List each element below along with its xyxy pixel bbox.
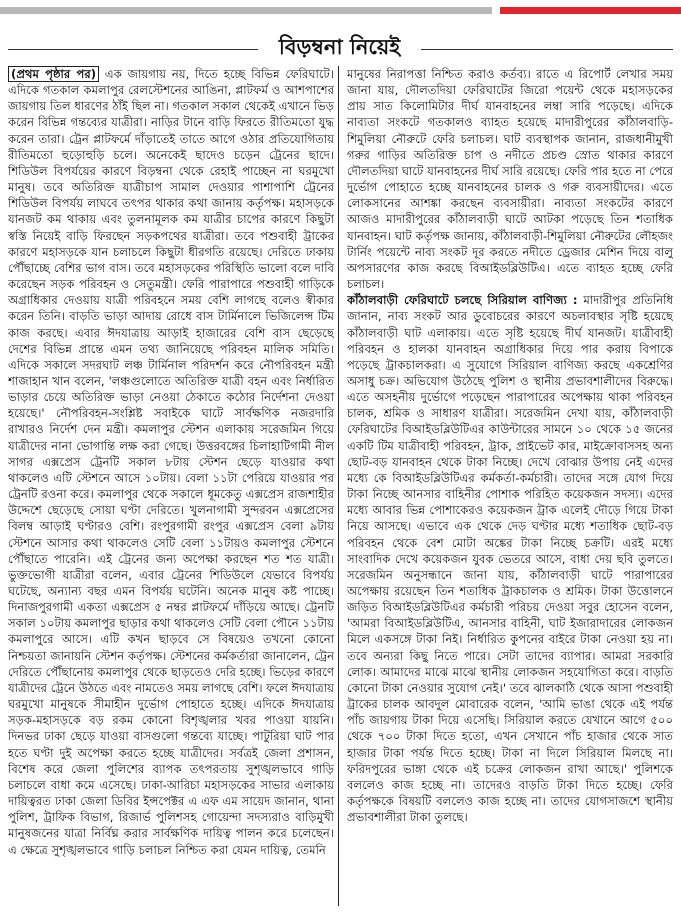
top-rule-gray <box>0 7 492 14</box>
right-column <box>347 66 673 906</box>
left-paragraph <box>8 66 334 858</box>
right-body-2: মাদারীপুর প্রতিনিধি জানান, নাব্য সংকট আর ডুবোচরের কারণে অচলাবস্থার সৃষ্টি হয়েছে কাঁঠালবাড়ী ঘাট এলাকায়। এতে সৃষ্টি হয়েছে দীর্ঘ যানজট। যাত্রীবাহী পরিবহন ও হালকা যানবাহন অগ্রাধিকার দিয়ে পার করায় বিপাকে পড়েছে ট্রাকচালকরা। এ সুযোগে সিরিয়াল বাণিজ্য করছে একশ্রেণির অসাধু চক্র। অভিযোগ উঠেছে পুলিশ ও স্থানীয় প্রভাবশালীদের বিরুদ্ধে। এতে অসহনীয় দুর্ভোগে পড়েছেন পারাপারের অপেক্ষায় থাকা পরিবহন চালক, শ্রমিক ও সাধারণ যাত্রীরা। সরেজমিন দেখা যায়, কাঁঠালবাড়ী ফেরিঘাটের বিআইডব্লিউটিএর কাউন্টারের সামনে ১০ থেকে ১৫ জনের একটি টিম যাত্রীবাহী পরিবহন, ট্রাক, প্রাইভেট কার, মাইক্রোবাসসহ অন্য ছোট-বড় যানবাহন থেকে টাকা নিচ্ছে। দেখে বোঝার উপায় নেই এদের মধ্যে কে বিআইডব্লিউটিএর কর্মকর্তা-কর্মচারী। তাদের সঙ্গে যোগ দিয়ে টাকা নিচ্ছে আনসার বাহিনীর পোশাক পরিহিত কয়েকজন সদস্য। এদের মধ্যে আবার ভিন্ন পোশাকেরও কয়েকজন ট্রাক এলেই দৌড়ে গিয়ে টাকা নিয়ে আসছে। এভাবে এক থেকে দেড় ঘণ্টার মধ্যে শতাধিক ছোট-বড় পরিবহন থেকে বেশ মোটা অঙ্কের টাকা নিচ্ছে চক্রটি। এরই মধ্যে সাংবাদিক দেখে কয়েকজন যুবক ভেতরে আসে, বাধা দেয় ছবি তুলতে। সরেজমিন অনুসন্ধানে জানা যায়, কাঁঠালবাড়ী ঘাটে পারাপারের অপেক্ষায় রয়েছেন তিন শতাধিক ট্রাকচালক ও শ্রমিক। টাকা উত্তোলনে জড়িত বিআইডব্লিউটিএর কর্মচারী পরিচয় দেওয়া সবুর হোসেন বলেন, 'আমরা বিআইডব্লিউটিএ, আনসার বাহিনী, ঘাট ইজারাদারের লোকজন মিলে একসঙ্গে টাকা নিই। নির্ধারিত কুপনের বাইরে টাকা নেওয়া হয় না। তবে অন্যরা কিছু নিতে পারে। সেটা তাদের ব্যাপার। আমরা সরকারি লোক। আমাদের মাঝে মাঝে স্থানীয় লোকজন সহযোগিতা করে। বাড়তি কোনো টাকা নেওয়ার সুযোগ নেই।' তবে ঝালকাঠি থেকে আসা পশুবাহী ট্রাকের চালক আবদুল মোবারেক বলেন, 'আমি ভাঙা থেকে এই পর্যন্ত পাঁচ জায়গায় টাকা দিয়ে এসেছি। সিরিয়াল করতে যেখানে আগে ৫০০ থেকে ৭০০ টাকা দিতে হতো, এখন সেখানে পাঁচ হাজার থেকে সাত হাজার টাকা পর্যন্ত দিতে হচ্ছে। টাকা না দিলে সিরিয়াল মিলছে না। ফরিদপুরের ভাঙ্গা থেকে এই চক্রের লোকজন রাখা আছে।' পুলিশকে বললেও কাজ হচ্ছে না। তাদেরও বাড়তি টাকা দিতে হচ্ছে। ফেরি কর্তৃপক্ষকে বিষয়টি বললেও কাজ হচ্ছে না। তাদের যোগসাজশে স্থানীয় প্রভাবশালীরা টাকা তুলছে। <box>347 293 673 825</box>
headline: বিড়ম্বনা নিয়েই <box>278 35 401 59</box>
headline-rule-right <box>421 49 673 50</box>
right-paragraph-2 <box>347 292 673 825</box>
left-body: এক জায়গায় নয়, দিতে হচ্ছে বিভিন্ন ফেরিঘাটে। এদিকে গতকাল কমলাপুর রেলস্টেশনের আঙিনা, প্লাটফর্ম ও আশপাশের জায়গায় তিল ধারণের ঠাঁই ছিল না। গতকাল সকাল থেকেই এখানে ভিড় করেন বিভিন্ন গন্তব্যের যাত্রীরা। নাড়ির টানে বাড়ি ফিরতে রীতিমতো যুদ্ধ করেন তারা। ট্রেন প্লাটফর্মে দাঁড়াতেই তাতে আগে ওঠার প্রতিযোগিতায় রীতিমতো হুড়োহুড়ি চলে। অনেকেই ছাদেও চড়েন ট্রেনের ছাদে। শিডিউল বিপর্যয়ের কারণে বিড়ম্বনা থেকে রেহাই পাচ্ছেন না ঘরমুখো মানুষ। তবে অতিরিক্ত যাত্রীচাপ সামাল দেওয়ার পাশাপাশি ট্রেনের শিডিউল বিপর্যয় লাঘবে তৎপর থাকার কথা জানায় কর্তৃপক্ষ। মহাসড়কে যানজট কম থাকায় এবং তুলনামূলক কম যাত্রীর চাপের কারণে কিছুটা স্বস্তি নিয়েই বাড়ি ফিরছেন সড়কপথের যাত্রীরা। তবে পশুবাহী ট্রাকের কারণে মহাসড়কে যান চলাচলে কিছুটা ধীরগতি রয়েছে। দেরিতে ঢাকায় পৌঁছাচ্ছে বেশির ভাগ বাস। তবে মহাসড়কের পরিস্থিতি ভালো বলে দাবি করেছেন সড়ক পরিবহন ও সেতুমন্ত্রী। ফেরি পারাপারে পশুবাহী গাড়িকে অগ্রাধিকার দেওয়ায় যাত্রী পরিবহনে সময় বেশি লাগছে বলেও স্বীকার করেন তিনি। বাড়তি ভাড়া আদায় রোধে বাস টার্মিনালে ভিজিলেন্স টিম কাজ করছে। এবার ঈদযাত্রায় আড়াই হাজারের বেশি বাস ছেড়েছে দেশের বিভিন্ন প্রান্তে এমন তথ্য জানিয়েছে পরিবহন মালিক সমিতি। এদিকে সকালে সদরঘাট লঞ্চ টার্মিনাল পরিদর্শন করে নৌপরিবহন মন্ত্রী শাজাহান খান বলেন, 'লঞ্চগুলোতে অতিরিক্ত যাত্রী বহন এবং নির্ধারিত ভাড়ার চেয়ে অতিরিক্ত ভাড়া নেওয়া ঠেকাতে কঠোর নির্দেশনা দেওয়া হয়েছে।' নৌপরিবহন-সংশ্লিষ্ট সবাইকে ঘাটে সার্বক্ষণিক নজরদারি রাখারও নির্দেশ দেন মন্ত্রী। কমলাপুর স্টেশন এলাকায় সরেজমিন গিয়ে যাত্রীদের নানা ভোগান্তি লক্ষ করা গেছে। উত্তরবঙ্গের চিলাহাটিগামী নীল সাগর এক্সপ্রেস ট্রেনটি সকাল ৮টায় স্টেশন ছেড়ে যাওয়ার কথা থাকলেও এটি স্টেশনে আসে ১০টায়। বেলা ১১টা পেরিয়ে যাওয়ার পর ট্রেনটি রওনা করে। কমলাপুর থেকে সকালে ধূমকেতু এক্সপ্রেস রাজশাহীর উদ্দেশে ছেড়েছে সোয়া ঘণ্টা দেরিতে। খুলনাগামী সুন্দরবন এক্সপ্রেসের বিলম্ব আড়াই ঘণ্টারও বেশি। রংপুরগামী রংপুর এক্সপ্রেস বেলা ৯টায় স্টেশনে আসার কথা থাকলেও সেটি বেলা ১১টায়ও কমলাপুর স্টেশনে পৌঁছাতে পারেনি। এই ট্রেনের জন্য অপেক্ষা করছেন শত শত যাত্রী। ভুক্তভোগী যাত্রীরা বলেন, এবার ট্রেনের শিডিউলে যেভাবে বিপর্যয় ঘটেছে, অন্যান্য বছর এমন বিপর্যয় ঘটেনি। অনেক মানুষ কষ্ট পাচ্ছে। দিনাজপুরগামী একতা এক্সপ্রেস ৫ নম্বর প্লাটফর্মে দাঁড়িয়ে আছে। ট্রেনটি সকাল ১০টায় কমলাপুর ছাড়ার কথা থাকলেও সেটি বেলা পৌনে ১১টায় কমলাপুরে আসে। এটি কখন ছাড়বে সে বিষয়েও তখনো কোনো নিশ্চয়তা জানায়নি স্টেশন কর্তৃপক্ষ। স্টেশনের কর্মকর্তারা জানালেন, ট্রেন দেরিতে পৌঁছানোয় কমলাপুর থেকে ছাড়তেও দেরি হচ্ছে। ভিড়ের কারণে যাত্রীদের ট্রেনে উঠতে এবং নামতেও সময় লাগছে বেশি। ফলে ঈদযাত্রায় ঘরমুখো মানুষকে সীমাহীন দুর্ভোগ পোহাতে হচ্ছে। এদিকে ঈদযাত্রায় সড়ক-মহাসড়কে বড় রকম কোনো বিশৃঙ্খলার খবর পাওয়া যায়নি। দিনভর ঢাকা ছেড়ে যাওয়া বাসগুলো গন্তব্যে যাচ্ছে। পাটুরিয়া ঘাট পার হতে ঘণ্টা দুই অপেক্ষা করতে হচ্ছে যাত্রীদের। সর্বত্রই জেলা প্রশাসন, বিশেষ করে জেলা পুলিশের ব্যাপক তৎপরতায় সুশৃঙ্খলভাবে গাড়ি চলাচলে বাধা কমে এসেছে। ঢাকা-আরিচা মহাসড়কের সাভার এলাকায় দায়িত্বরত ঢাকা জেলা ডিবির ইন্সপেক্টর এ এফ এম সায়েদ জানান, থানা পুলিশ, ট্রাফিক বিভাগ, রিজার্ভ পুলিশসহ গোয়েন্দা সদস্যরাও বাড়িমুখী মানুষজনের যাত্রা নির্বিঘ্ন করার সার্বক্ষণিক দায়িত্ব পালন করে চলেছেন। এ ক্ষেত্রে সুশৃঙ্খলভাবে গাড়ি চলাচল নিশ্চিত করা যেমন দায়িত্ব, তেমনি <box>8 67 334 857</box>
headline-rule-left <box>8 49 258 50</box>
continuation-box: (প্রথম পৃষ্ঠার পর) <box>8 66 99 82</box>
continuation-label: প্রথম পৃষ্ঠার পর <box>16 67 91 81</box>
column-divider <box>338 66 339 906</box>
top-rule-red <box>500 7 681 14</box>
right-paragraph-1: মানুষের নিরাপত্তা নিশ্চিত করাও কর্তব্য। রাতে এ রিপোর্ট লেখার সময় জানা যায়, দৌলতদিয়া ফেরিঘাটের জিরো পয়েন্ট থেকে মহাসড়কের প্রায় সাত কিলোমিটার দীর্ঘ যানবাহনের লম্বা সারি পড়েছে। এদিকে নাব্যতা সংকটে গতকালও ব্যাহত হয়েছে মাদারীপুরের কাঁঠালবাড়ি-শিমুলিয়া নৌরুটে ফেরি চলাচল। ঘাট ব্যবস্থাপক জানান, রাজধানীমুখী গরুর গাড়ির অতিরিক্ত চাপ ও নদীতে প্রচণ্ড স্রোত থাকার কারণে দৌলতদিয়া ঘাটে যানবাহনের দীর্ঘ সারি রয়েছে। ফেরি পার হতে না পেরে দুর্ভোগ পোহাতে হচ্ছে যানবাহনের চালক ও গরু ব্যবসায়ীদের। এতে লোকসানের আশঙ্কা করছেন ব্যবসায়ীরা। নাব্যতা সংকটের কারণে আজও মাদারীপুরের কাঁঠালবাড়ী ঘাটে আটকা পড়েছে তিন শতাধিক যানবাহন। ঘাট কর্তৃপক্ষ জানায়, কাঁঠালবাড়ী-শিমুলিয়া নৌরুটের লৌহজং টার্নিং পয়েন্টে নাব্য সংকট দূর করতে নদীতে ড্রেজার মেশিন দিয়ে বালু অপসারণের কাজ করছে বিআইডব্লিউটিএ। এতে ব্যাহত হচ্ছে ফেরি চলাচল। <box>347 67 673 292</box>
left-column <box>8 66 334 906</box>
subhead-lead: কাঁঠালবাড়ী ফেরিঘাটে চলছে সিরিয়াল বাণিজ্য : <box>347 293 578 308</box>
